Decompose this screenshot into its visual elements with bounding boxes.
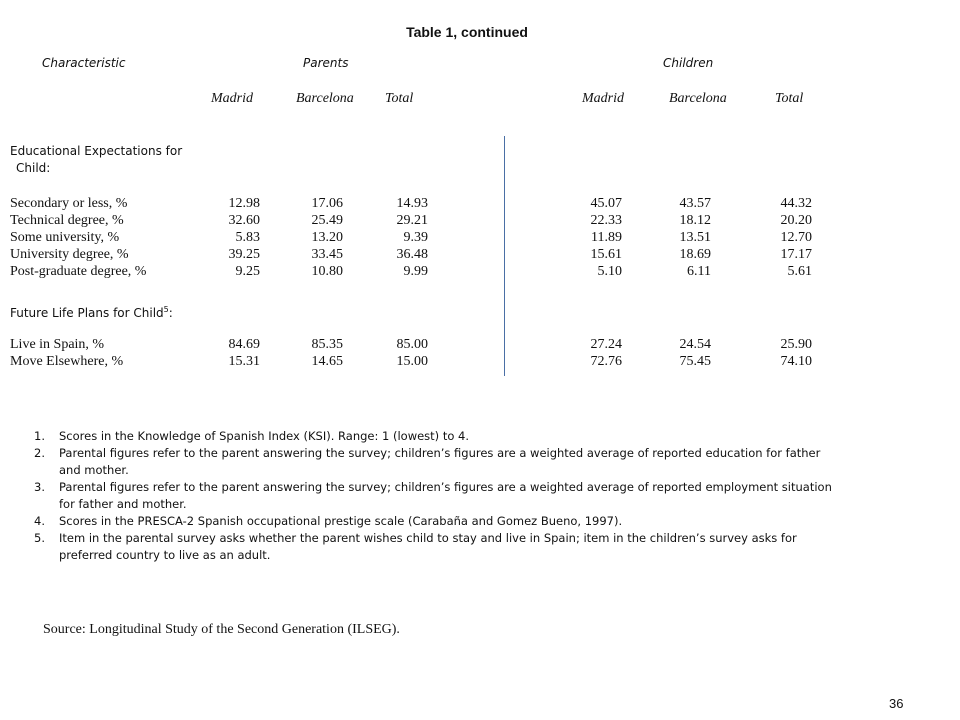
- header-parents: Parents: [303, 56, 349, 70]
- footnote-line: Parental figures refer to the parent answering the survey; children’s figures are a weighted average of reported education for father: [59, 446, 821, 460]
- cell-children-total: 74.10: [780, 354, 812, 369]
- footnote-item: [34, 513, 832, 530]
- section-heading-education: [10, 143, 182, 177]
- cell-children-madrid: 11.89: [591, 230, 622, 245]
- footnote-line: and mother.: [59, 463, 129, 477]
- cell-children-total: 44.32: [780, 196, 812, 211]
- cell-parents-total: 15.00: [396, 354, 428, 369]
- cell-parents-barcelona: 33.45: [311, 247, 343, 262]
- footnote-line: Scores in the Knowledge of Spanish Index (KSI). Range: 1 (lowest) to 4.: [59, 429, 469, 443]
- cell-parents-barcelona: 25.49: [311, 213, 343, 228]
- footnote-number: 2.: [34, 446, 45, 460]
- table-row: [0, 337, 960, 353]
- section-heading-line: Educational Expectations for: [10, 144, 183, 158]
- cell-children-total: 25.90: [780, 337, 812, 352]
- cell-children-madrid: 5.10: [597, 264, 622, 279]
- footnote-line: Item in the parental survey asks whether the parent wishes child to stay and live in Spain; item in the children’s survey asks for: [59, 531, 797, 545]
- footnote-number: 5.: [34, 531, 45, 545]
- footnote-line: for father and mother.: [59, 497, 187, 511]
- table-row: [0, 247, 960, 263]
- row-label: University degree, %: [10, 247, 129, 262]
- footnotes: [34, 428, 832, 564]
- footnote-number: 4.: [34, 514, 45, 528]
- cell-children-total: 5.61: [787, 264, 812, 279]
- cell-parents-total: 29.21: [396, 213, 428, 228]
- row-label: Move Elsewhere, %: [10, 354, 124, 369]
- footnote-line: preferred country to live as an adult.: [59, 548, 271, 562]
- subheader-parents-barcelona: Barcelona: [296, 91, 354, 106]
- row-label: Live in Spain, %: [10, 337, 105, 352]
- cell-children-barcelona: 18.69: [679, 247, 711, 262]
- table-row: [0, 213, 960, 229]
- row-label: Post-graduate degree, %: [10, 264, 147, 279]
- cell-parents-madrid: 32.60: [228, 213, 260, 228]
- cell-parents-total: 85.00: [396, 337, 428, 352]
- section-heading-line: Child:: [16, 161, 51, 175]
- table-title: Table 1, continued: [406, 24, 528, 40]
- footnote-item: [34, 530, 832, 564]
- footnote-ref: 5: [163, 305, 169, 314]
- row-label: Secondary or less, %: [10, 196, 128, 211]
- subheader-parents-total: Total: [385, 91, 414, 106]
- cell-children-barcelona: 13.51: [679, 230, 711, 245]
- cell-parents-barcelona: 17.06: [311, 196, 343, 211]
- cell-children-barcelona: 6.11: [687, 264, 711, 279]
- footnote-item: [34, 445, 832, 479]
- cell-children-barcelona: 43.57: [679, 196, 711, 211]
- row-label: Some university, %: [10, 230, 120, 245]
- cell-parents-barcelona: 10.80: [311, 264, 343, 279]
- cell-parents-total: 14.93: [396, 196, 428, 211]
- table-row: [0, 196, 960, 212]
- cell-parents-barcelona: 14.65: [311, 354, 343, 369]
- header-characteristic: Characteristic: [42, 56, 126, 70]
- header-children: Children: [663, 56, 714, 70]
- cell-children-total: 12.70: [780, 230, 812, 245]
- cell-parents-barcelona: 85.35: [311, 337, 343, 352]
- footnote-item: [34, 479, 832, 513]
- page-number: 36: [889, 696, 904, 711]
- subheader-parents-madrid: Madrid: [211, 91, 253, 106]
- cell-children-madrid: 27.24: [590, 337, 622, 352]
- table-row: [0, 230, 960, 246]
- subheader-children-madrid: Madrid: [582, 91, 624, 106]
- cell-parents-madrid: 9.25: [235, 264, 260, 279]
- cell-children-madrid: 45.07: [590, 196, 622, 211]
- cell-children-barcelona: 75.45: [679, 354, 711, 369]
- cell-children-madrid: 22.33: [590, 213, 622, 228]
- footnote-item: [34, 428, 832, 445]
- row-label: Technical degree, %: [10, 213, 124, 228]
- footnote-line: Scores in the PRESCA-2 Spanish occupational prestige scale (Carabaña and Gomez Bueno, 1997).: [59, 514, 623, 528]
- source-note: Source: Longitudinal Study of the Second Generation (ILSEG).: [43, 622, 400, 637]
- cell-children-madrid: 15.61: [590, 247, 622, 262]
- footnote-number: 3.: [34, 480, 45, 494]
- footnote-line: Parental figures refer to the parent answering the survey; children’s figures are a weighted average of reported employment situation: [59, 480, 832, 494]
- cell-parents-madrid: 5.83: [235, 230, 260, 245]
- cell-parents-total: 9.39: [403, 230, 428, 245]
- cell-parents-madrid: 15.31: [228, 354, 260, 369]
- cell-parents-barcelona: 13.20: [311, 230, 343, 245]
- section-heading-future-plans: [10, 301, 173, 322]
- table-row: [0, 354, 960, 370]
- cell-children-barcelona: 24.54: [679, 337, 711, 352]
- section-heading-line: Future Life Plans for Child: [10, 306, 164, 320]
- cell-children-total: 17.17: [780, 247, 812, 262]
- cell-children-madrid: 72.76: [590, 354, 622, 369]
- cell-parents-madrid: 39.25: [228, 247, 260, 262]
- cell-children-barcelona: 18.12: [679, 213, 711, 228]
- cell-parents-madrid: 84.69: [228, 337, 260, 352]
- section-heading-suffix: :: [168, 306, 173, 320]
- cell-parents-total: 9.99: [403, 264, 428, 279]
- cell-parents-madrid: 12.98: [228, 196, 260, 211]
- cell-parents-total: 36.48: [396, 247, 428, 262]
- footnote-number: 1.: [34, 429, 45, 443]
- table-row: [0, 264, 960, 280]
- cell-children-total: 20.20: [780, 213, 812, 228]
- subheader-children-barcelona: Barcelona: [669, 91, 727, 106]
- subheader-children-total: Total: [775, 91, 804, 106]
